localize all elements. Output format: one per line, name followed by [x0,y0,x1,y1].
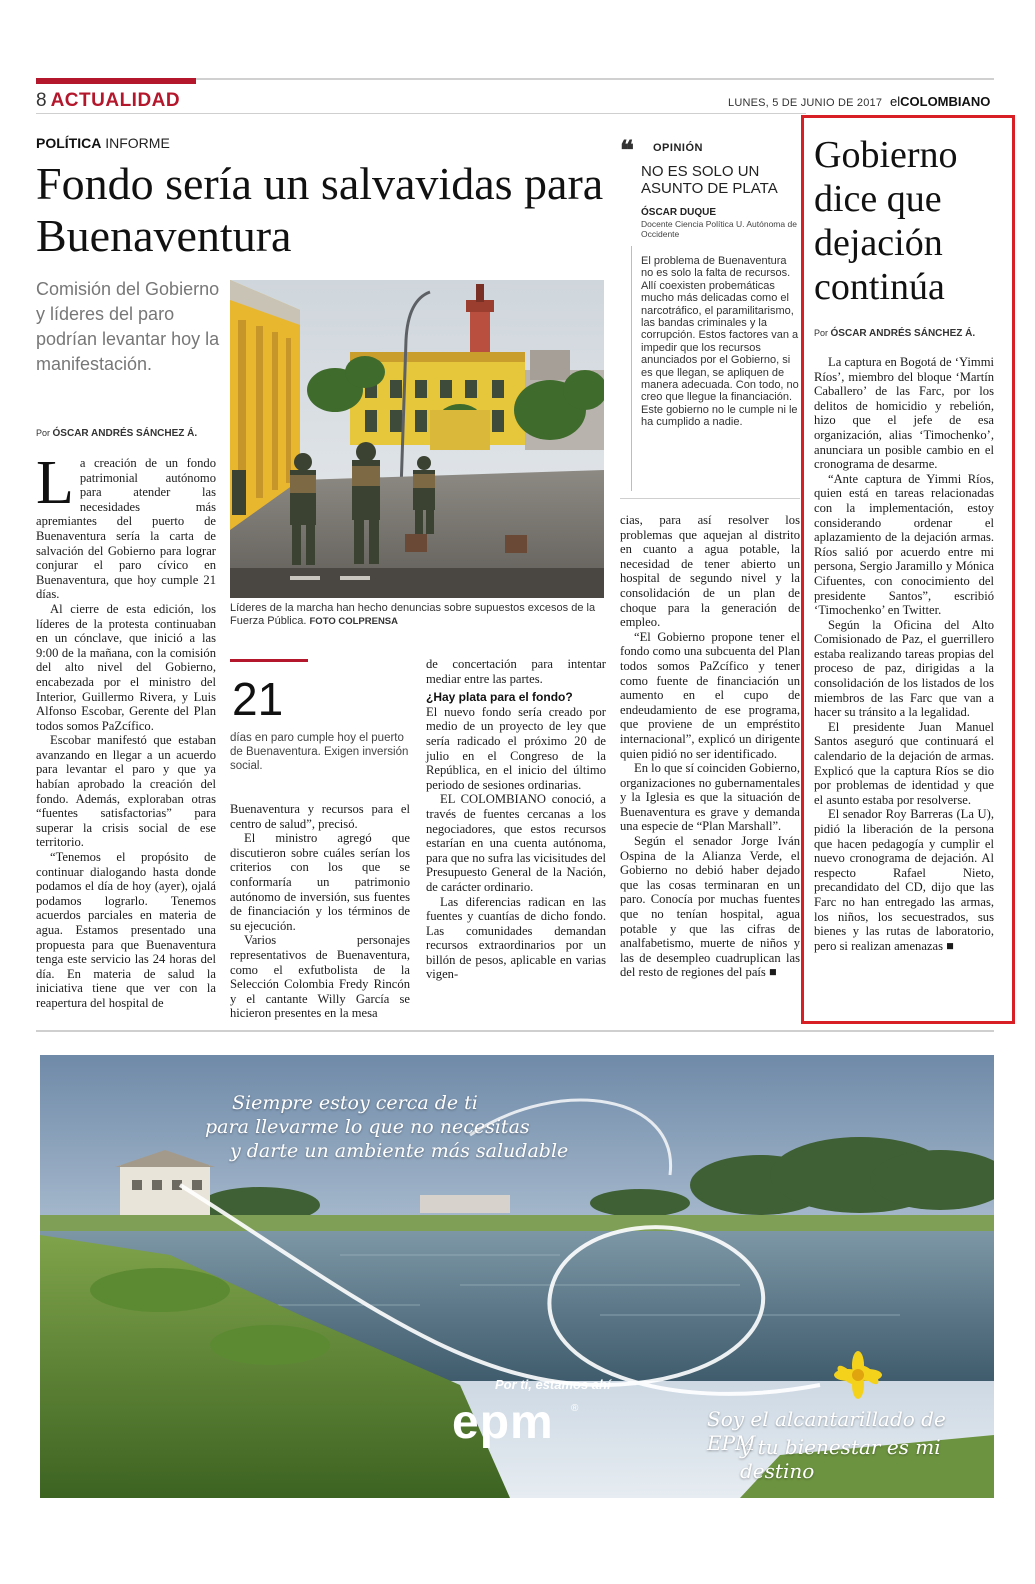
opinion-author-role: Docente Ciencia Política U. Autónoma de Occidente [641,219,797,239]
newspaper-brand [890,94,990,109]
byline-prefix: Por [36,428,51,438]
page-section-header [36,90,180,112]
registered-mark: ® [571,1403,579,1414]
paragraph: cias, para así resolver los problemas que aquejan al distrito en cuanto a agua potable, la necesidad de tener abierto un hospital de segundo nivel y la consolidación de un plan de choque para la generación de empleo. [620,513,800,630]
side-byline [814,328,975,339]
ad-tagline: Por ti, estamos ahí [495,1377,611,1392]
opinion-author: ÓSCAR DUQUE [641,207,717,218]
paragraph: a creación de un fondo patrimonial autónomo para atender las necesidades más apremiantes del puerto de Buenaventura sería la carta de salvación del Gobierno para lograr conjurar el paro cívico en Buenaventura, que hoy cumple 21 días. [36,456,216,602]
section-color-bar [36,78,196,84]
caption-text: Líderes de la marcha han hecho denuncias sobre supuestos excesos de la Fuerza Pública. [230,602,596,627]
main-column-3 [426,657,606,982]
opinion-rule [631,246,632,491]
quote-icon: ❝ [620,136,634,165]
paragraph: EL COLOMBIANO conoció, a través de fuentes cercanas a los negociadores, que estos recursos estarían en una cuenta autónoma, para que no sufra las vicisitudes del Presupuesto General de la Nación, de carácter ordinario. [426,792,606,894]
paragraph: En lo que sí coinciden Gobierno, organizaciones no gubernamentales y la Iglesia es que la situación de Buenaventura es grave y demanda una especie de “Plan Marshall”. [620,761,800,834]
paragraph: Según la Oficina del Alto Comisionado de Paz, el guerrillero estaba realizando tareas propias del proceso de paz, dirigidas a la consolidación de los listados de los miembros de las Farc que van a hacer su tránsito a la legalidad. [814,617,994,720]
issue-date: LUNES, 5 DE JUNIO DE 2017 [728,97,883,109]
byline-prefix: Por [814,328,829,338]
photo-illustration [230,280,604,598]
paragraph: El nuevo fondo sería creado por medio de un proyecto de ley que sería radicado el próximo 20 de julio en el Congreso de la República, en el inicio del último periodo de sesiones ordinarias. [426,704,606,792]
main-column-4 [620,513,800,980]
epm-logo: epm [452,1396,554,1449]
ad-slogan-line-2: y tu bienestar es mi destino [740,1435,941,1483]
ad-copy-line-2: para llevarme lo que no necesitas [205,1116,530,1138]
main-headline: Fondo sería un salvavidas para Buenaventura [36,158,604,261]
main-byline [36,428,197,439]
opinion-bottom-rule [620,498,800,499]
brand-name: COLOMBIANO [900,94,991,109]
paragraph: Varios personajes representativos de Buenaventura, como el exfutbolista de la Selección Colombia Fredy Rincón y el cantante Willy García se hicieron presentes en la mesa [230,933,410,1021]
byline-name: ÓSCAR ANDRÉS SÁNCHEZ Á. [830,328,976,339]
ad-copy-line-3: y darte un ambiente más saludable [230,1140,569,1162]
main-column-2 [230,802,410,1021]
paragraph: El ministro agregó que discutieron sobre cuáles serían los criterios con los que se conformaría un patrimonio autónomo de inversión, sus fuentes de financiación y los términos de su ejecución. [230,831,410,933]
paragraph: Buenaventura y recursos para el centro de salud”, precisó. [230,802,410,831]
subhead: ¿Hay plata para el fondo? [426,690,573,705]
section-name: ACTUALIDAD [50,90,181,111]
paragraph: Las diferencias radican en las fuentes y cuantías de dicho fondo. Las comunidades demandan recursos extraordinarios por un billón de pesos, aplicable en varias vigen- [426,894,606,982]
paragraph: La captura en Bogotá de ‘Yimmi Ríos’, miembro del bloque ‘Martín Caballero’ de las Farc, por los delitos de homicidio y rebelión, hizo que el jefe de esa organización, alias ‘Timochenko’, anunciara un posible cambio en el cronograma de desarme. [814,355,994,472]
page-number: 8 [36,90,47,111]
drop-cap: L [36,449,74,517]
paragraph: “Ante captura de Yimmi Ríos, quien está en tareas relacionadas con la implementación, estoy considerando ordenar el aplazamiento de la dejación armas. Ríos salió por acuerdo entre mi persona, Sergio Jaramillo y Mónica Cifuentes, con conocimiento del presidente Santos”, escribió ‘Timochenko’ en Twitter. [814,471,994,618]
paragraph: de concertación para intentar mediar entre las partes. [426,657,606,686]
header-divider [36,113,806,114]
side-story-body [814,355,994,953]
main-deck: Comisión del Gobierno y líderes del paro podrían levantar hoy la manifestación. [36,279,220,374]
paragraph: “El Gobierno propone tener el fondo como una subcuenta del Plan todos somos PaZcífico y tener como fuente de financiación un aumento en el cupo de endeudamiento de ese programa, que proviene de un empréstito internacional”, explicó un dirigente quien pidió no ser identificado. [620,629,800,761]
opinion-title: NO ES SOLO UN ASUNTO DE PLATA [641,163,778,197]
paragraph: Escobar manifestó que estaban avanzando en llegar a un acuerdo para levantar el paro y que ya habían aprobado la creación del fondo. Además, exploraban otras “fuentes satisfactorias” para superar la crisis social de ese territorio. [36,733,216,850]
photo-credit: FOTO COLPRENSA [309,616,398,627]
paragraph: El presidente Juan Manuel Santos aseguró que continuará el calendario de la dejación de armas. Explicó que la captura Ríos se dio por problemas de identidad y que el asunto estaba por resolverse. [814,719,994,807]
byline-name: ÓSCAR ANDRÉS SÁNCHEZ Á. [52,428,198,439]
photo-caption [230,602,604,628]
epm-advertisement [40,1055,994,1498]
paragraph: Según el senador Jorge Iván Ospina de la Alianza Verde, el Gobierno no debió haber dejado que las cosas terminaran en un paro. Conocía por muchas fuentes que no tenían hospital, agua potable y que las cifras de analfabetismo, muerte de niños y las de desempleo cuadruplican las del resto de regiones del país ■ [620,834,800,980]
opinion-body: El problema de Buenaventura no es solo la falta de recursos. Allí coexisten probemáticas mucho más delicadas como el narcotráfico, el paramilitarismo, las bandas criminales y la corrupción. Estos factores van a impedir que los recursos anunciados por el Gobierno, si es que llegan, se apliquen de manera adecuada. Con todo, no creo que llegue la financiación. Este gobierno no le cumple ni le ha cumplido a nadie. [641,255,799,429]
main-column-1 [36,449,216,1011]
news-photo [230,280,604,598]
pull-number: 21 [232,673,284,725]
pull-number-text: días en paro cumple hoy el puerto de Buenaventura. Exigen inversión social. [230,732,409,772]
kicker-section: POLÍTICA [36,135,102,151]
ad-slogan-line-1: Soy el alcantarillado de EPM [707,1407,946,1455]
pull-number-rule [230,659,308,662]
kicker-type: INFORME [105,135,170,151]
brand-prefix: el [890,94,901,109]
paragraph: “Tenemos el propósito de continuar dialogando hasta donde podamos el día de hoy (ayer), ojalá podamos lograrlo. Tenemos acuerdos parciales en materia de agua. Estamos presentado una propuesta para que Buenaventura tenga este servicio las 24 horas del día. En materia de salud la iniciativa tiene que ver con la reapertura del hospital de [36,850,216,1010]
opinion-label: OPINIÓN [653,142,703,154]
ad-divider [36,1030,994,1032]
paragraph: El senador Roy Barreras (La U), pidió la liberación de la persona que hacen pedagogía y cumplir el nuevo cronograma de dejación. Al respecto Rafael Nieto, precandidato del CD, dijo que las Farc no han entregado las armas, los niños, los secuestrados, sus bienes y las rutas de laboratorio, pero si realizan amenazas ■ [814,807,994,953]
ad-copy-line-1: Siempre estoy cerca de ti [232,1092,478,1114]
paragraph: Al cierre de esta edición, los líderes de la protesta continuaban en un cónclave, que inició a las 9:00 de la mañana, con la comisión del alto nivel del Gobierno, encabezada por el ministro del Interior, Guillermo Rivera, y Luis Alfonso Escobar, Gerente del Plan todos somos PaZcífico. [36,601,216,733]
side-headline: Gobierno dice que dejación continúa [814,134,958,308]
story-kicker [36,135,170,151]
